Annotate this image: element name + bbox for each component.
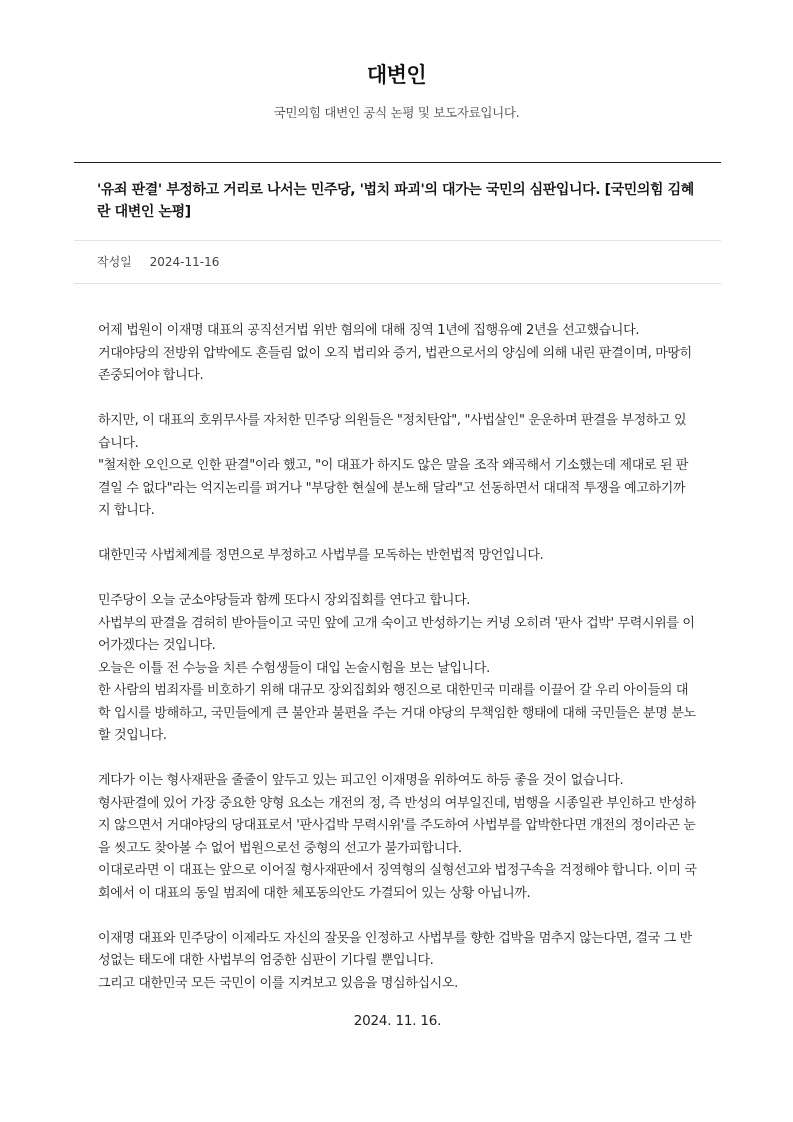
site-title: 대변인	[366, 63, 427, 87]
body-line: 게다가 이는 형사재판을 줄줄이 앞두고 있는 피고인 이재명을 위하여도 하등 좋을 것이 없습니다.	[98, 773, 624, 788]
body-line: 그리고 대한민국 모든 국민이 이를 지켜보고 있음을 명심하십시오.	[98, 975, 458, 991]
paragraph-gap	[98, 568, 697, 591]
article-meta	[74, 241, 721, 284]
body-line: 하지만, 이 대표의 호위무사를 자처한 민주당 의원들은 "정치탄압", "사법살인" 운운하며 판결을 부정하고 있습니다.	[98, 413, 687, 451]
article-body	[74, 284, 721, 1033]
body-line: 사법부의 판결을 겸허히 받아들이고 국민 앞에 고개 숙이고 반성하기는 커녕 오히려 '판사 겁박' 무력시위를 이어가겠다는 것입니다.	[98, 615, 695, 653]
date-value: 2024-11-16	[149, 255, 220, 269]
body-line: 대한민국 사법체계를 정면으로 부정하고 사법부를 모독하는 반헌법적 망언입니다.	[98, 548, 544, 563]
body-line: 한 사람의 범죄자를 비호하기 위해 대규모 장외집회와 행진으로 대한민국 미래를 이끌어 갈 우리 아이들의 대학 입시를 방해하고, 국민들에게 큰 불안과 불편을 주는 거대 야당의 무책임한 행태에 대해 국민들은 분명 분노할 것입니다.	[98, 683, 696, 743]
page-header	[0, 0, 793, 122]
press-release-article	[74, 162, 721, 1033]
site-description: 국민의힘 대변인 공식 논평 및 보도자료입니다.	[273, 105, 520, 120]
paragraph-gap	[98, 748, 697, 771]
release-date: 2024. 11. 16.	[353, 1013, 442, 1029]
body-line: 거대야당의 전방위 압박에도 흔들림 없이 오직 법리와 증거, 법관으로서의 양심에 의해 내린 판결이며, 마땅히 존중되어야 합니다.	[98, 345, 692, 383]
body-line: 이재명 대표와 민주당이 이제라도 자신의 잘못을 인정하고 사법부를 향한 겁박을 멈추지 않는다면, 결국 그 반성없는 태도에 대한 사법부의 엄중한 심판이 기다릴 뿐입니다.	[98, 930, 692, 968]
paragraph-gap	[98, 388, 697, 411]
article-title: '유죄 판결' 부정하고 거리로 나서는 민주당, '법치 파괴'의 대가는 국민의 심판입니다. [국민의힘 김혜란 대변인 논평]	[74, 163, 721, 241]
body-line: 이대로라면 이 대표는 앞으로 이어질 형사재판에서 징역형의 실형선고와 법정구속을 걱정해야 합니다. 이미 국회에서 이 대표의 동일 범죄에 대한 체포동의안도 가결되어 있는 상황 아닙니까.	[98, 863, 697, 901]
date-label: 작성일	[97, 255, 132, 269]
body-line: 오늘은 이틀 전 수능을 치른 수험생들이 대입 논술시험을 보는 날입니다.	[98, 660, 490, 676]
paragraph-gap	[98, 523, 697, 546]
body-line: 형사판결에 있어 가장 중요한 양형 요소는 개전의 정, 즉 반성의 여부일진데, 범행을 시종일관 부인하고 반성하지 않으면서 거대야당의 당대표로서 '판사겁박 무력시위'를 주도하여 사법부를 압박한다면 개전의 정이라곤 눈을 씻고도 찾아볼 수 없어 법원으로선 중형의 선고가 불가피합니다.	[98, 795, 696, 856]
body-line: "철저한 오인으로 인한 판결"이라 했고, "이 대표가 하지도 않은 말을 조작 왜곡해서 기소했는데 제대로 된 판결일 수 없다"라는 억지논리를 펴거나 "부당한 현실에 분노해 달라"고 선동하면서 대대적 투쟁을 예고하기까지 합니다.	[98, 458, 689, 518]
body-line: 민주당이 오늘 군소야당들과 함께 또다시 장외집회를 연다고 합니다.	[98, 593, 471, 608]
paragraph-gap	[98, 905, 697, 928]
body-line: 어제 법원이 이재명 대표의 공직선거법 위반 혐의에 대해 징역 1년에 집행유예 2년을 선고했습니다.	[98, 323, 640, 338]
